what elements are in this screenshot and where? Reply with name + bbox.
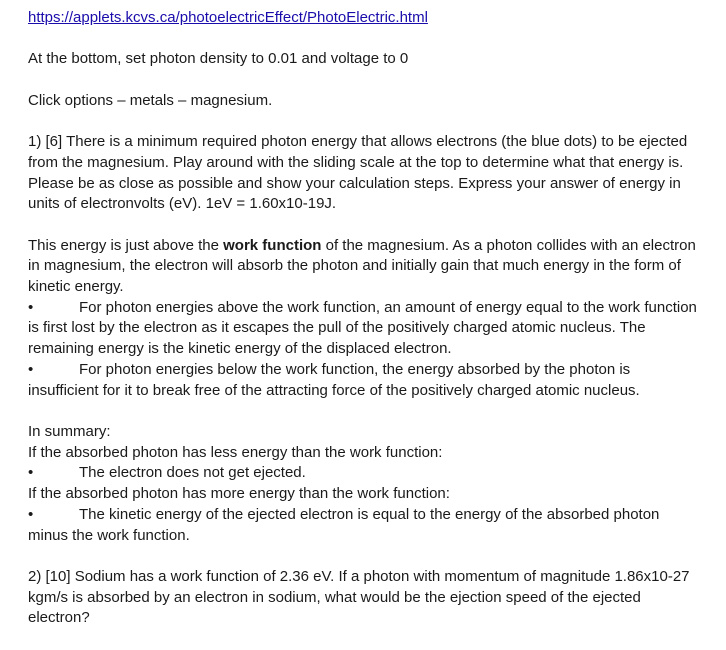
explanation-block <box>28 236 700 402</box>
bullet-text: For photon energies below the work function, the energy absorbed by the photon is insufficient for it to break free of the attracting force of the positively charged atomic nucleus. <box>28 360 640 399</box>
bullet-text: The electron does not get ejected. <box>79 464 306 482</box>
summary-case-1: If the absorbed photon has less energy than the work function: <box>28 443 443 461</box>
summary-case-2-bullet <box>28 505 700 546</box>
instruction-photon-density: At the bottom, set photon density to 0.01 and voltage to 0 <box>28 50 409 68</box>
question-1: 1) [6] There is a minimum required photon energy that allows electrons (the blue dots) to be ejected from the magnesium. Play around with the sliding scale at the top to determine what that energy is. Please be as close as possible and show your calculation steps. Express your answer of energy in units of electronvolts (eV). 1eV = 1.60x10-19J. <box>28 133 688 213</box>
document-body <box>28 8 700 650</box>
applet-link[interactable]: https://applets.kcvs.ca/photoelectricEffect/PhotoElectric.html <box>28 9 428 26</box>
explanation-text-post: of the magnesium. As a photon collides with an electron in magnesium, the electron will absorb the photon and initially gain that much energy in the form of kinetic energy. <box>28 236 696 296</box>
instruction-metals: Click options – metals – magnesium. <box>28 91 273 109</box>
bullet-icon: • <box>28 360 34 378</box>
bullet-icon: • <box>28 464 34 482</box>
explanation-bullet-1 <box>28 298 700 360</box>
question-2: 2) [10] Sodium has a work function of 2.36 eV. If a photon with momentum of magnitude 1.86x10-27 kgm/s is absorbed by an electron in sodium, what would be the ejection speed of the ejected electron? <box>28 567 690 627</box>
summary-case-2: If the absorbed photon has more energy than the work function: <box>28 485 450 503</box>
link-paragraph <box>28 8 700 29</box>
explanation-text-pre: This energy is just above the <box>28 236 224 254</box>
bullet-icon: • <box>28 298 34 316</box>
bullet-text: The kinetic energy of the ejected electron is equal to the energy of the absorbed photon minus the work function. <box>28 505 660 544</box>
summary-case-1-bullet <box>28 463 700 484</box>
explanation-bullet-2 <box>28 360 700 401</box>
summary-block <box>28 422 700 546</box>
summary-heading: In summary: <box>28 422 111 440</box>
bullet-icon: • <box>28 505 34 523</box>
bullet-text: For photon energies above the work function, an amount of energy equal to the work function is first lost by the electron as it escapes the pull of the positively charged atomic nucleus. The remaining energy is the kinetic energy of the displaced electron. <box>28 298 697 358</box>
work-function-term: work function <box>223 236 322 254</box>
